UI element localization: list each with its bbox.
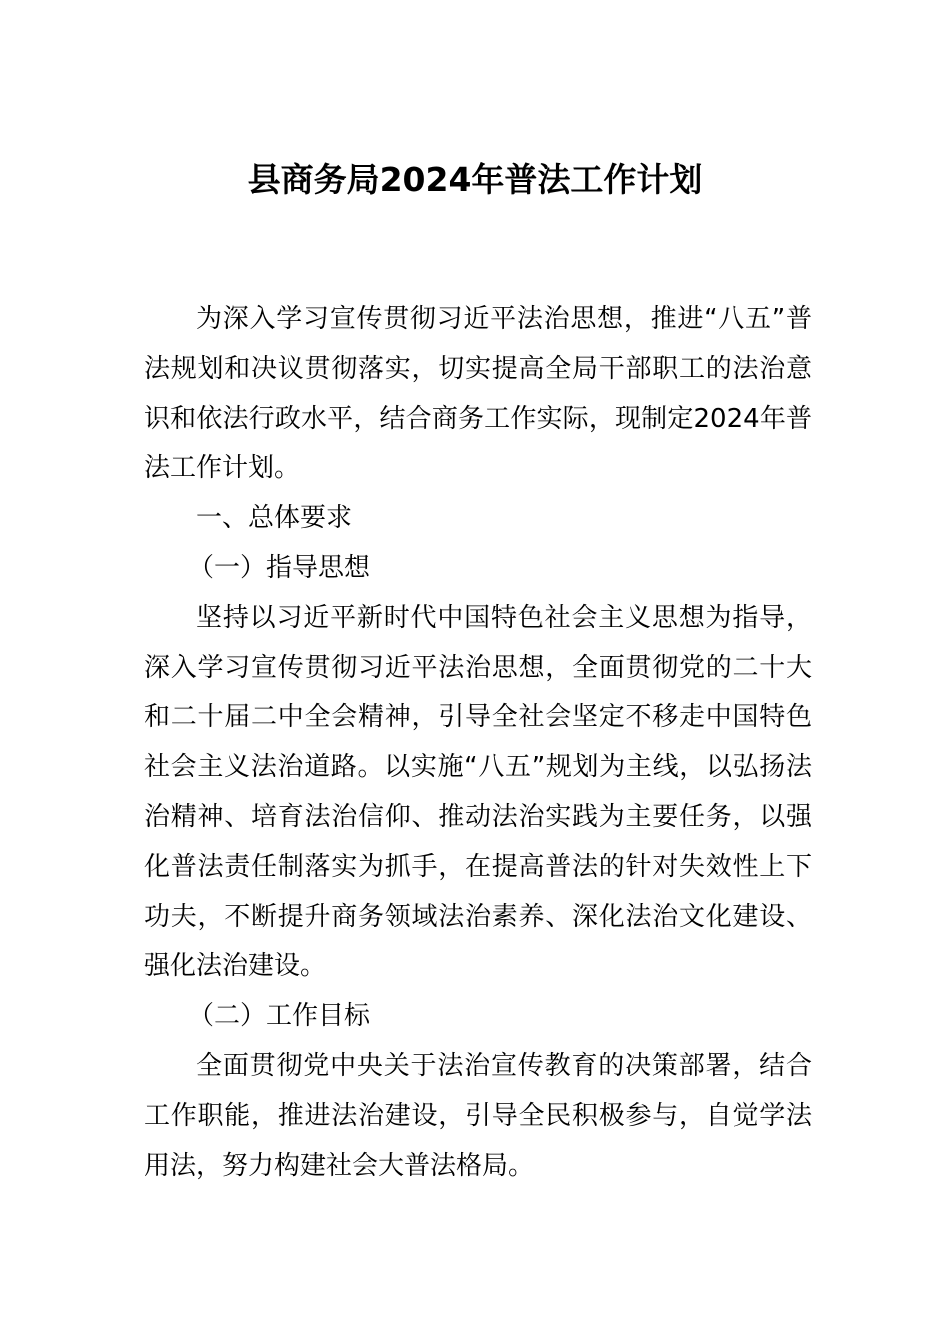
intro-paragraph: 为深入学习宣传贯彻习近平法治思想，推进“八五”普法规划和决议贯彻落实，切实提高全局干部职工的法治意识和依法行政水平，结合商务工作实际，现制定2024年普法工作计划。 (144, 304, 812, 484)
document-body (144, 295, 812, 1191)
section-heading-general-requirements: 一、总体要求 (196, 503, 353, 534)
guiding-ideology-paragraph: 坚持以习近平新时代中国特色社会主义思想为指导，深入学习宣传贯彻习近平法治思想，全面贯彻党的二十大和二十届二中全会精神，引导全社会坚定不移走中国特色社会主义法治道路。以实施“八五”规划为主线，以弘扬法治精神、培育法治信仰、推动法治实践为主要任务，以强化普法责任制落实为抓手，在提高普法的针对失效性上下功夫，不断提升商务领域法治素养、深化法治文化建设、强化法治建设。 (144, 602, 812, 982)
document-title: 县商务局2024年普法工作计划 (247, 160, 703, 199)
subsection-heading-guiding-ideology: （一）指导思想 (188, 552, 371, 583)
subsection-heading-work-goals: （二）工作目标 (188, 1001, 371, 1032)
work-goals-paragraph: 全面贯彻党中央关于法治宣传教育的决策部署，结合工作职能，推进法治建设，引导全民积极参与，自觉学法用法，努力构建社会大普法格局。 (144, 1050, 812, 1181)
